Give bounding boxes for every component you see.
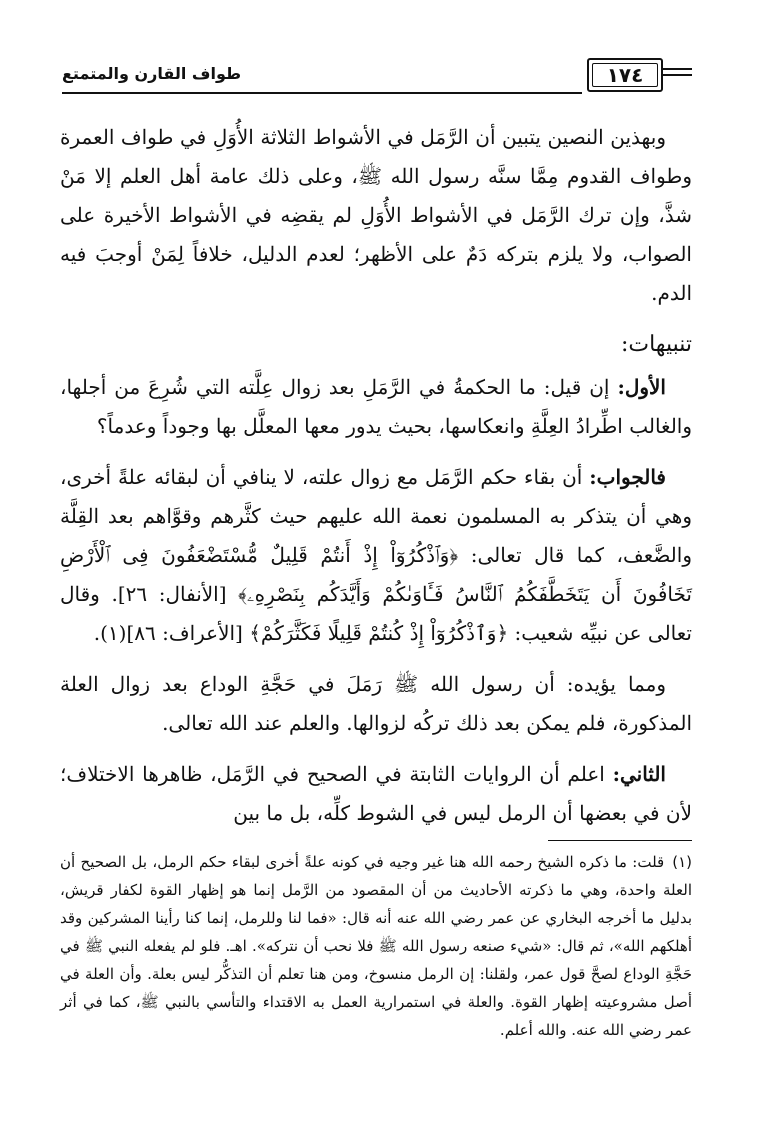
- paragraph-text: ومما يؤيده: أن رسول الله ﷺ رَمَلَ في حَجَّةِ الوداع بعد زوال العلة المذكورة، فلم يمكن بعد ذلك تركُه لزوالها. والعلم عند الله تعالى.: [60, 672, 692, 735]
- header-rule-short: [662, 68, 692, 70]
- paragraph-text: أن بقاء حكم الرَّمَل مع زوال علته، لا ينافي أن لبقائه علةً أخرى، وهي أن يتذكر به المسلمون نعمة الله عليهم حيث كثَّرهم وقوَّاهم بعد القِلَّة والضَّعف، كما قال تعالى: ﴿وَٱذْكُرُوٓاْ إِذْ أَنتُمْ قَلِيلٌ مُّسْتَضْعَفُونَ فِى ٱلْأَرْضِ تَخَافُونَ أَن يَتَخَطَّفَكُمُ ٱلنَّاسُ فَـَٔاوَىٰكُمْ وَأَيَّدَكُم بِنَصْرِهِۦ﴾ [الأنفال: ٢٦]. وقال تعالى عن نبيِّه شعيب: ﴿وَٱذْكُرُوٓاْ إِذْ كُنتُمْ قَلِيلًا فَكَثَّرَكُمْ﴾ [الأعراف: ٨٦](١).: [60, 465, 692, 645]
- paragraph-lead: الأول:: [617, 375, 666, 399]
- paragraph: [60, 755, 692, 833]
- footnote-number: (١): [672, 853, 692, 871]
- page-header: [62, 58, 690, 94]
- paragraph: [60, 118, 692, 313]
- paragraph-text: وبهذين النصين يتبين أن الرَّمَل في الأشواط الثلاثة الأُوَلِ في طواف العمرة وطواف القدوم مِمَّا سنَّه رسول الله ﷺ، وعلى ذلك عامة أهل العلم إلا مَنْ شذَّ، وإن ترك الرَّمَل في الأشواط الأُوَلِ لم يقضِه في الأشواط الأخيرة على الصواب، ولا يلزم بتركه دَمٌ على الأظهر؛ لعدم الدليل، خلافاً لِمَنْ أوجبَ فيه الدم.: [60, 125, 692, 305]
- paragraph: [60, 665, 692, 743]
- footnote-divider: [548, 840, 692, 841]
- paragraph-text: اعلم أن الروايات الثابتة في الصحيح في الرَّمَل، ظاهرها الاختلاف؛ لأن في بعضها أن الرمل ليس في الشوط كلِّه، بل ما بين: [60, 762, 692, 825]
- paragraph: [60, 458, 692, 653]
- paragraph-lead: فالجواب:: [589, 465, 666, 489]
- header-rule: [62, 92, 582, 94]
- footnote-text: قلت: ما ذكره الشيخ رحمه الله هنا غير وجيه في كونه علةً أخرى لبقاء حكم الرمل، بل الصحيح أن العلة واحدة، وهي ما ذكرته الأحاديث من أن المقصود من الرَّمل إنما هو إظهار القوة لكفار قريش، بدليل ما أخرجه البخاري عن عمر رضي الله عنه أنه قال: «فما لنا وللرمل، إنما كنا رأينا المشركين وقد أهلكهم الله»، ثم قال: «شيء صنعه رسول الله ﷺ فلا نحب أن نتركه». اهـ. فلو لم يفعله النبي ﷺ في حَجَّةِ الوداع لصحَّ قول عمر، ولقلنا: إن الرمل منسوخ، ومن هنا تعلم أن التذكُّر ليس بعلة. وأن العلة في أصل مشروعيته إظهار القوة. والعلة في استمرارية العمل به الاقتداء والتأسي بالنبي ﷺ، كما في أثر عمر رضي الله عنه. والله أعلم.: [60, 853, 692, 1039]
- paragraph-lead: الثاني:: [612, 762, 666, 786]
- footnote: [60, 848, 692, 1044]
- heading-text: تنبيهات:: [620, 332, 692, 357]
- main-text: [60, 118, 692, 845]
- paragraph: [60, 368, 692, 446]
- header-rule-short: [662, 74, 692, 76]
- paragraph-text: إن قيل: ما الحكمةُ في الرَّمَلِ بعد زوال عِلَّته التي شُرِعَ من أجلها، والغالب اطِّرادُ العِلَّةِ وانعكاسها، بحيث يدور معها المعلَّل بها وجوداً وعدماً؟: [60, 375, 692, 438]
- page-number: ١٧٤: [587, 58, 663, 92]
- footnotes: [60, 848, 692, 1044]
- section-heading: [60, 325, 692, 364]
- running-title: طواف القارن والمتمتع: [62, 64, 242, 83]
